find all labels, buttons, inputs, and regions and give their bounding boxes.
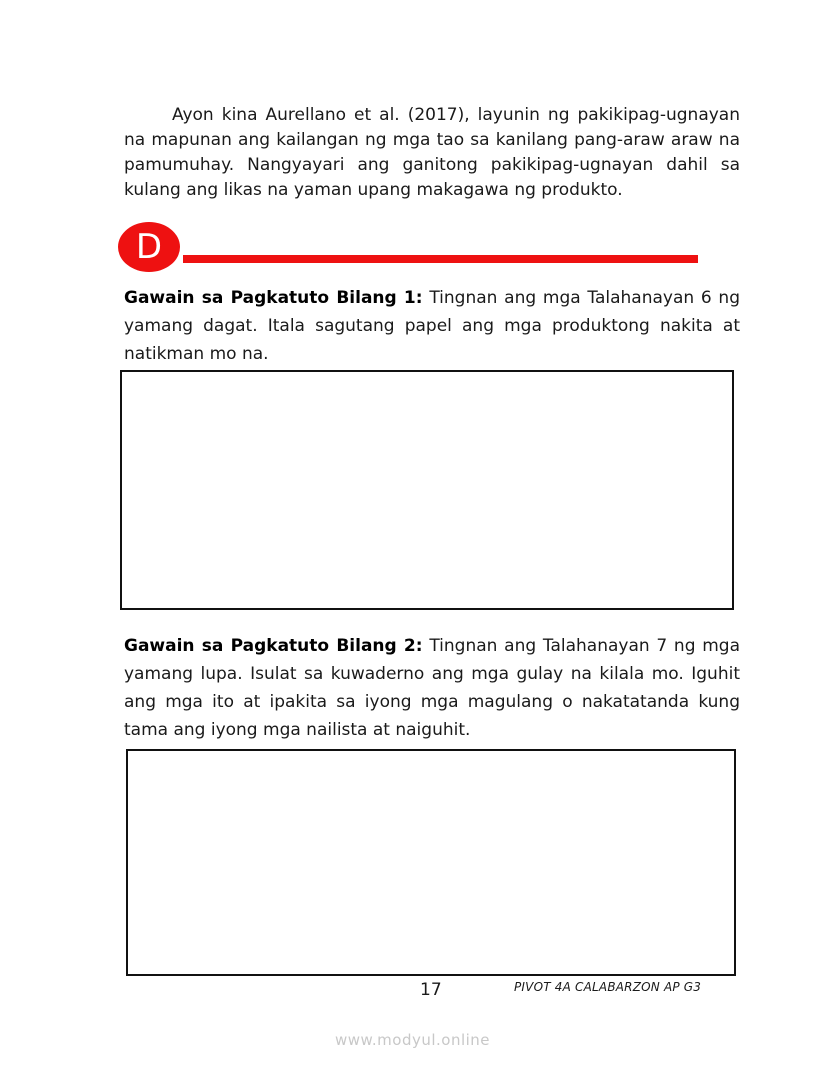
intro-paragraph: Ayon kina Aurellano et al. (2017), layunin ng pakikipag-ugnayan na mapunan ang kailangan ng mga tao sa kanilang pang-araw araw na pamumuhay. Nangyayari ang ganitong pakikipag-ugnayan dahil sa kulang ang likas na yaman upang makagawa ng produkto. bbox=[124, 105, 740, 200]
activity-1-answer-box[interactable] bbox=[120, 370, 734, 610]
activity-1-instructions bbox=[124, 284, 740, 368]
watermark: www.modyul.online bbox=[334, 1031, 491, 1049]
section-d-badge: D bbox=[118, 222, 180, 272]
activity-2-body: Tingnan ang Talahanayan 7 ng mga yamang lupa. Isulat sa kuwaderno ang mga gulay na kilala mo. Iguhit ang mga ito at ipakita sa iyong mga magulang o nakatatanda kung tama ang iyong mga nailista at naiguhit. bbox=[124, 636, 741, 740]
section-divider-line bbox=[183, 255, 698, 263]
footer-label: PIVOT 4A CALABARZON AP G3 bbox=[514, 980, 702, 994]
activity-2-answer-box[interactable] bbox=[126, 749, 736, 976]
activity-2-instructions bbox=[124, 632, 740, 744]
activity-2-title: Gawain sa Pagkatuto Bilang 2: bbox=[124, 636, 423, 656]
page-number: 17 bbox=[420, 980, 442, 1000]
activity-1-body: Tingnan ang mga Talahanayan 6 ng yamang dagat. Itala sagutang papel ang mga produktong nakita at natikman mo na. bbox=[124, 288, 741, 364]
activity-1-title: Gawain sa Pagkatuto Bilang 1: bbox=[124, 288, 423, 308]
